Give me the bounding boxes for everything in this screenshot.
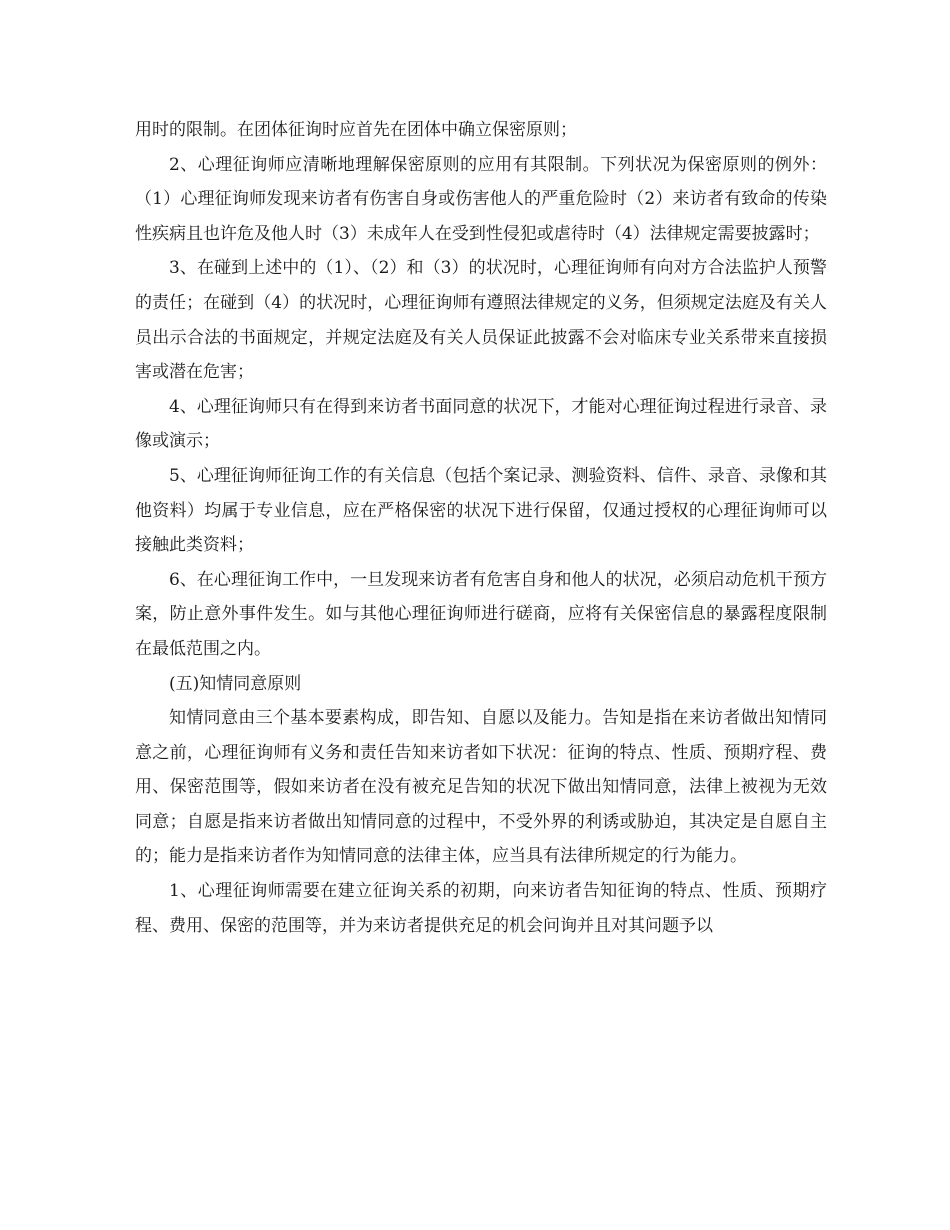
- document-body: [135, 113, 827, 943]
- paragraph-7: 知情同意由三个基本要素构成，即告知、自愿以及能力。告知是指在来访者做出知情同意之前，心理征询师有义务和责任告知来访者如下状况：征询的特点、性质、预期疗程、费用、保密范围等，假如来访者在没有被充足告知的状况下做出知情同意，法律上被视为无效同意；自愿是指来访者做出知情同意的过程中，不受外界的利诱或胁迫，其决定是自愿自主的；能力是指来访者作为知情同意的法律主体，应当具有法律所规定的行为能力。: [135, 708, 827, 867]
- paragraph-4: 4、心理征询师只有在得到来访者书面同意的状况下，才能对心理征询过程进行录音、录像或演示；: [135, 396, 827, 452]
- paragraph-3: 3、在碰到上述中的（1）、（2）和（3）的状况时，心理征询师有向对方合法监护人预警的责任；在碰到（4）的状况时，心理征询师有遵照法律规定的义务，但须规定法庭及有关人员出示合法的书面规定，并规定法庭及有关人员保证此披露不会对临床专业关系带来直接损害或潜在危害；: [135, 258, 827, 383]
- paragraph-8: 1、心理征询师需要在建立征询关系的初期，向来访者告知征询的特点、性质、预期疗程、费用、保密的范围等，并为来访者提供充足的机会问询并且对其问题予以: [135, 881, 827, 936]
- paragraph-5: 5、心理征询师征询工作的有关信息（包括个案记录、测验资料、信件、录音、录像和其他资料）均属于专业信息，应在严格保密的状况下进行保留，仅通过授权的心理征询师可以接触此类资料；: [135, 465, 827, 556]
- paragraph-1: 用时的限制。在团体征询时应首先在团体中确立保密原则；: [135, 120, 577, 140]
- paragraph-6: 6、在心理征询工作中，一旦发现来访者有危害自身和他人的状况，必须启动危机干预方案，防止意外事件发生。如与其他心理征询师进行磋商，应将有关保密信息的暴露程度限制在最低范围之内。: [135, 569, 827, 659]
- section-heading: (五)知情同意原则: [169, 673, 302, 694]
- paragraph-2: 2、心理征询师应清晰地理解保密原则的应用有其限制。下列状况为保密原则的例外：（1）心理征询师发现来访者有伤害自身或伤害他人的严重危险时（2）来访者有致命的传染性疾病且也许危及他人时（3）未成年人在受到性侵犯或虐待时（4）法律规定需要披露时；: [135, 154, 827, 244]
